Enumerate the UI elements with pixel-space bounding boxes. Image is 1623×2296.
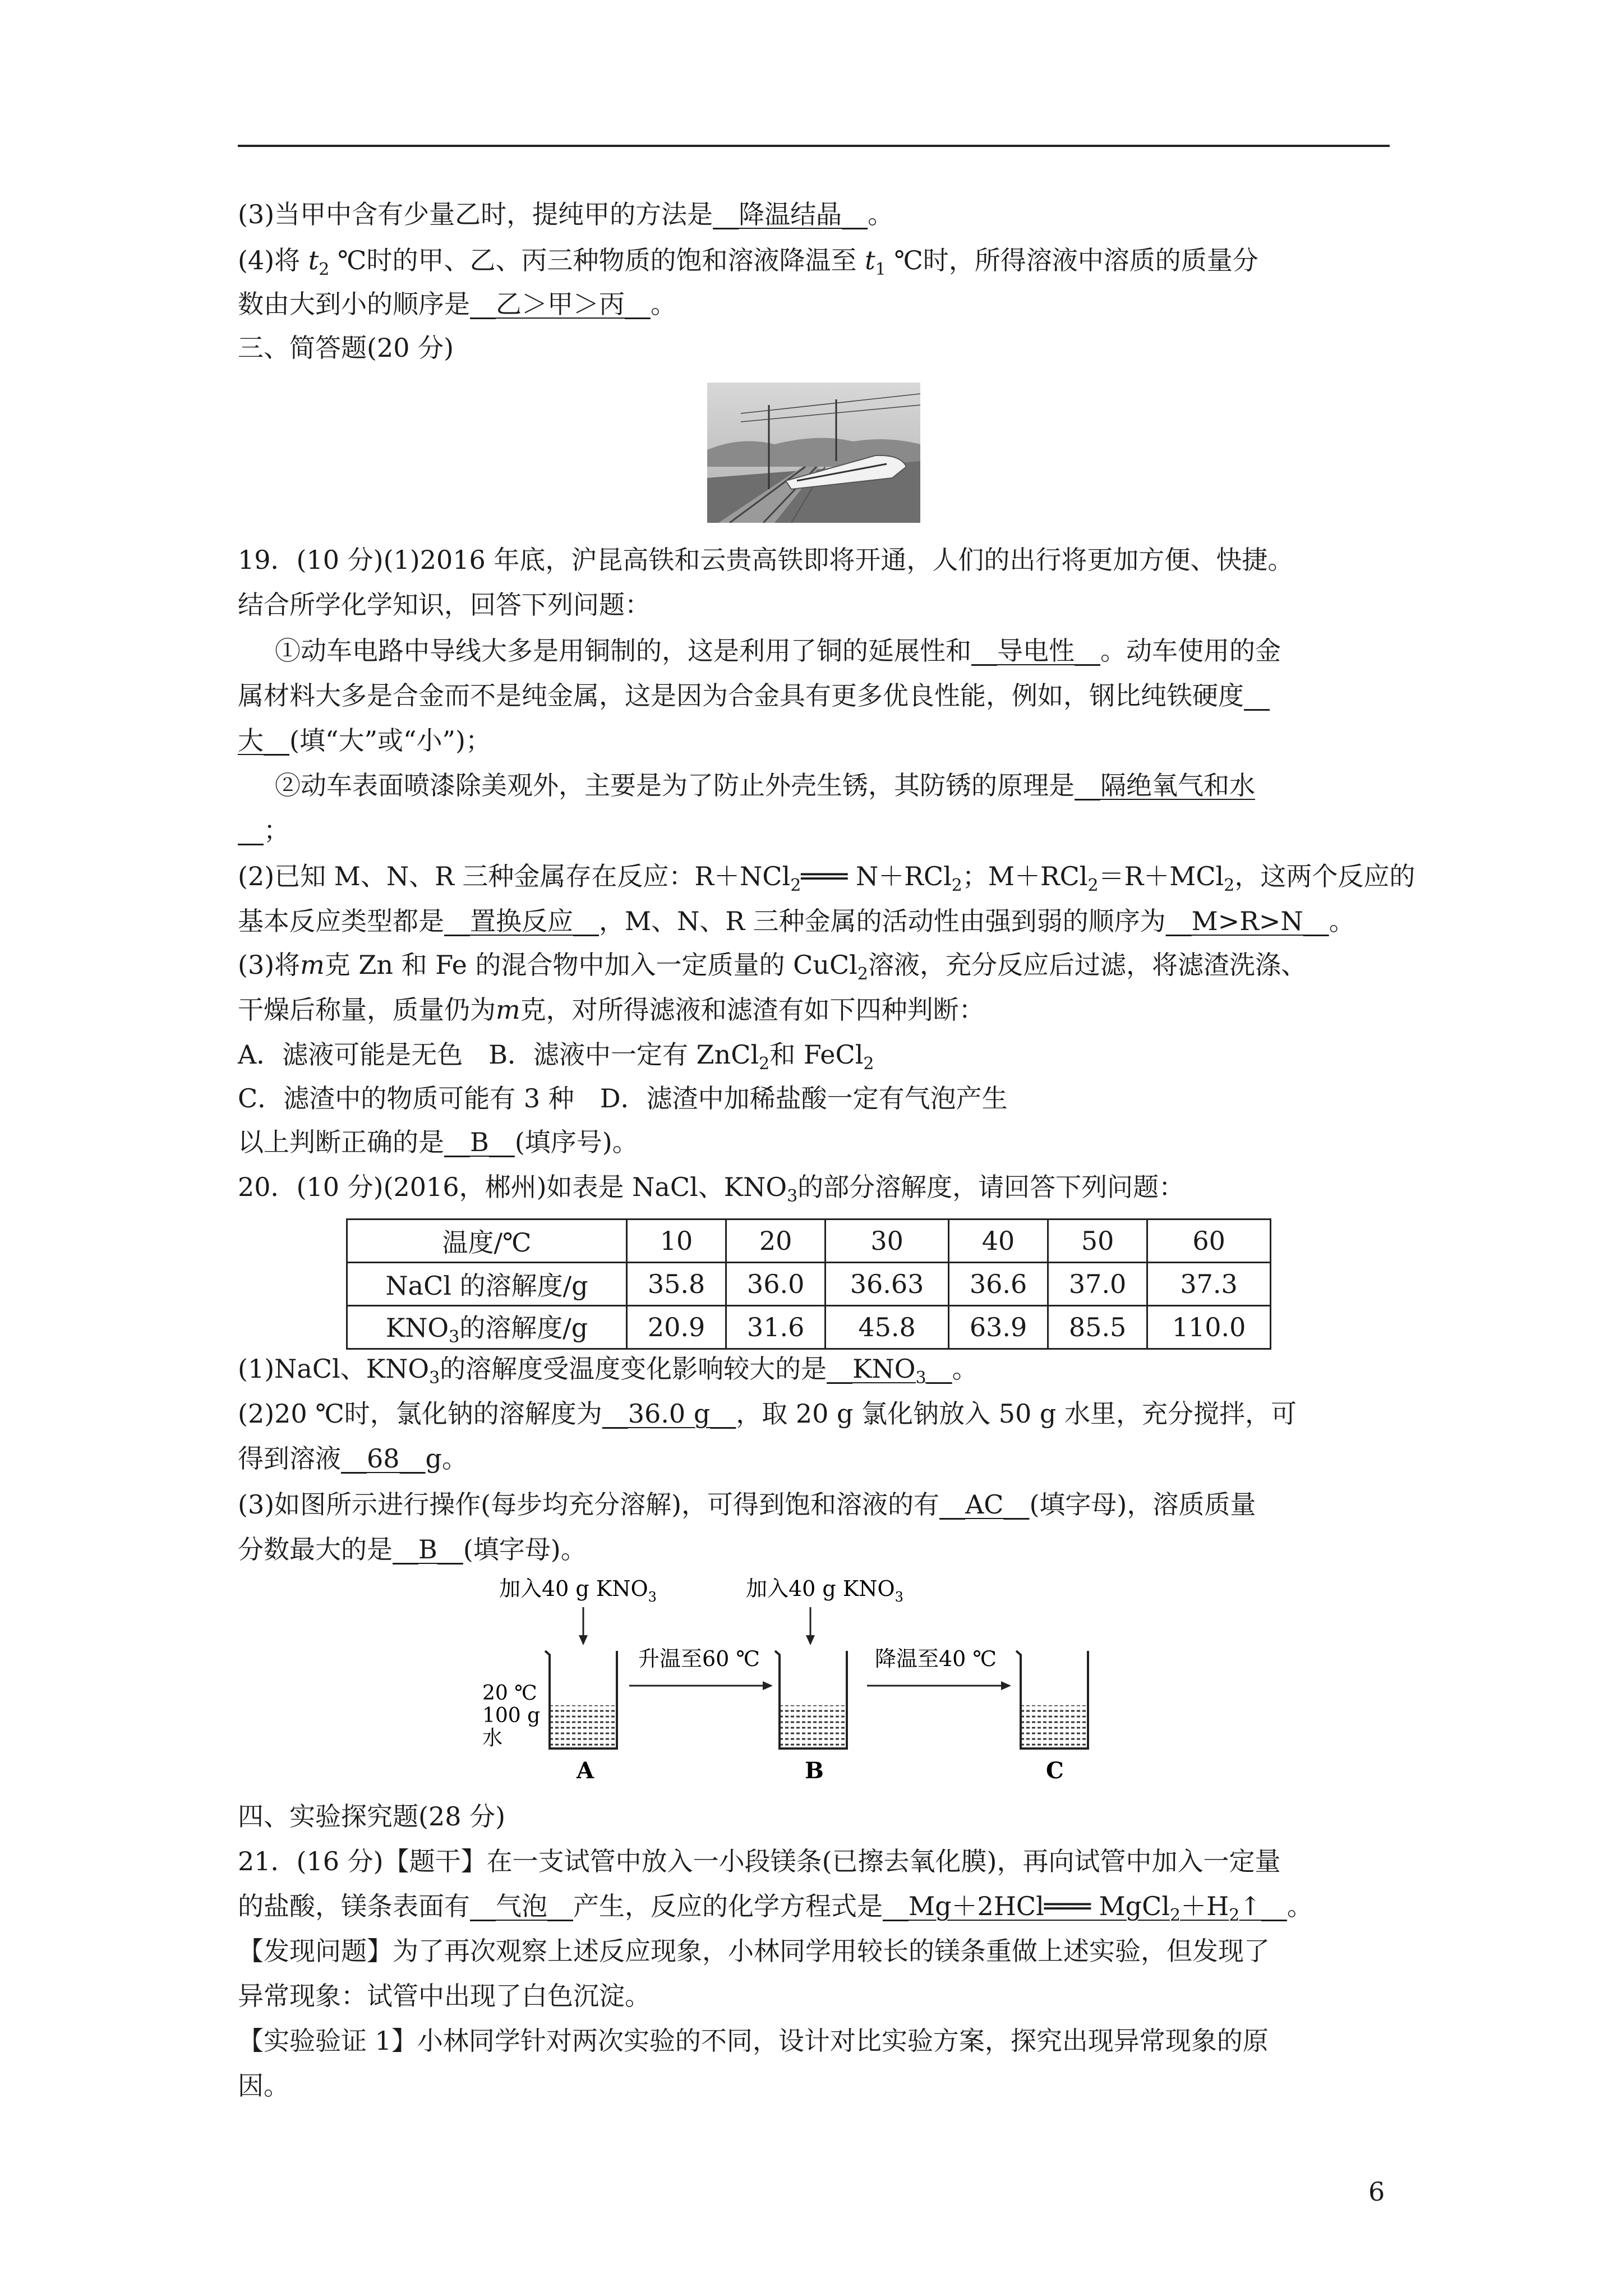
beaker-label-b: B xyxy=(805,1757,824,1781)
text: 。 xyxy=(651,289,676,319)
sub: 2 xyxy=(319,260,330,279)
q20-part3 xyxy=(238,1488,1256,1521)
text: ＝R＋MCl xyxy=(1098,861,1224,891)
answer-blank: __置换反应__ xyxy=(444,906,599,936)
q21-line2 xyxy=(238,1889,1313,1932)
sub: 2 xyxy=(1087,876,1099,895)
text: ； xyxy=(264,815,289,845)
kno3-beaker-diagram xyxy=(482,1557,1155,1781)
text: (2)20 ℃时，氯化钠的溶解度为 xyxy=(238,1398,602,1429)
add-kno3-label-1: 加入40 g $KNO_3$ xyxy=(499,1576,657,1605)
text: 克 Zn 和 Fe 的混合物中加入一定质量的 CuCl xyxy=(324,950,857,980)
table-cell: 10 xyxy=(627,1220,726,1263)
q21-line5: 【实验验证 1】小林同学针对两次实验的不同，设计对比实验方案，探究出现异常现象的原 xyxy=(238,2026,1269,2056)
text: (填“大”或“小”)； xyxy=(289,725,491,756)
condition-temp: 20 ℃ xyxy=(482,1682,537,1705)
table-cell: 36.6 xyxy=(948,1263,1048,1306)
text: 。 xyxy=(868,199,894,229)
q20-part2 xyxy=(238,1397,1297,1430)
table-cell: 85.5 xyxy=(1048,1306,1147,1349)
text: 。 xyxy=(1287,1891,1313,1921)
text: ②动车表面喷漆除美观外，主要是为了防止外壳生锈，其防锈的原理是 xyxy=(275,770,1075,800)
step-arrowhead-1 xyxy=(763,1681,773,1690)
var: t xyxy=(865,245,875,275)
add-arrowhead-2 xyxy=(806,1635,815,1645)
text: __KNO xyxy=(827,1354,916,1384)
header-rule xyxy=(238,145,1390,147)
text: (填字母)。 xyxy=(463,1534,587,1565)
step-cool-label: 降温至40 ℃ xyxy=(875,1646,997,1671)
sub: 2 xyxy=(1229,1906,1240,1925)
sub: 2 xyxy=(1170,1906,1181,1925)
table-cell: 35.8 xyxy=(627,1263,726,1306)
text: A．滤液可能是无色 B．滤液中一定有 ZnCl xyxy=(238,1039,759,1070)
step-arrowhead-2 xyxy=(1001,1681,1011,1690)
table-cell: 60 xyxy=(1147,1220,1271,1263)
text: ；M＋RCl xyxy=(962,861,1088,891)
text: (3)将 xyxy=(238,950,301,980)
add-arrowhead-1 xyxy=(579,1635,588,1645)
text: (1)NaCl、KNO xyxy=(238,1354,430,1384)
table-cell: 50 xyxy=(1048,1220,1147,1263)
text: g。 xyxy=(425,1443,468,1474)
q19-line10 xyxy=(238,948,1307,991)
text: 。 xyxy=(1329,906,1355,936)
table-cell: 30 xyxy=(826,1220,949,1263)
q19-line2: 结合所学化学知识，回答下列问题： xyxy=(238,590,651,620)
text: 和 FeCl xyxy=(769,1039,864,1070)
table-row xyxy=(347,1306,1271,1349)
q18-part4 xyxy=(238,243,1258,287)
answer-blank: __隔绝氧气和水 xyxy=(1075,770,1255,800)
text: 的溶解度/g xyxy=(459,1313,588,1343)
table-row xyxy=(347,1263,1271,1306)
q21-line1: 21．(16 分)【题干】在一支试管中放入一小段镁条(已擦去氧化膜)，再向试管中加入一定量 xyxy=(238,1846,1281,1876)
text: ＋H xyxy=(1181,1891,1229,1921)
text: 20．(10 分)(2016，郴州)如表是 NaCl、KNO xyxy=(238,1172,787,1202)
answer-blank: __降温结晶__ xyxy=(713,199,868,229)
table-cell: 63.9 xyxy=(948,1306,1048,1349)
text: ℃时的甲、乙、丙三种物质的饱和溶液降温至 xyxy=(329,245,857,275)
q19-line3 xyxy=(275,634,1281,668)
text: 的部分溶解度，请回答下列问题： xyxy=(797,1172,1185,1202)
condition-mass: 100 g xyxy=(482,1704,541,1727)
var: m xyxy=(496,995,520,1025)
q21-line6: 因。 xyxy=(238,2070,289,2101)
q19-option-cd: C．滤渣中的物质可能有 3 种 D．滤渣中加稀盐酸一定有气泡产生 xyxy=(238,1083,1008,1114)
table-cell: 20.9 xyxy=(627,1306,726,1349)
q19-line1: 19．(10 分)(1)2016 年底，沪昆高铁和云贵高铁即将开通，人们的出行将更加方便、快捷。 xyxy=(238,545,1294,575)
answer-blank: __M>R>N__ xyxy=(1165,906,1329,936)
sub: 3 xyxy=(915,1368,926,1388)
table-cell: 45.8 xyxy=(826,1306,949,1349)
sub: 2 xyxy=(951,876,962,895)
text: 克，对所得滤液和滤渣有如下四种判断： xyxy=(520,995,985,1025)
beaker-label-c: C xyxy=(1046,1757,1064,1781)
sub: 3 xyxy=(449,1327,460,1347)
q19-line7 xyxy=(238,813,289,847)
var: t xyxy=(308,245,319,275)
var: m xyxy=(300,950,325,980)
table-cell: 37.0 xyxy=(1048,1263,1147,1306)
q20-line1 xyxy=(238,1170,1184,1213)
text: 的盐酸，镁条表面有 xyxy=(238,1891,470,1921)
section-title: 四、实验探究题(28 分) xyxy=(238,1801,506,1832)
solubility-table xyxy=(346,1218,1271,1350)
text: KNO xyxy=(385,1313,449,1343)
answer-blank: __B__ xyxy=(444,1127,515,1157)
text: ℃时，所得溶液中溶质的质量分 xyxy=(886,245,1258,275)
text: (2)已知 M、N、R 三种金属存在反应：R＋NCl xyxy=(238,861,791,891)
text: 数由大到小的顺序是 xyxy=(238,289,470,319)
q19-option-ab xyxy=(238,1038,874,1081)
text: __Mg＋2HCl═══ MgCl xyxy=(883,1891,1170,1921)
text: (3)当甲中含有少量乙时，提纯甲的方法是 xyxy=(238,199,713,229)
answer-blank: __36.0 g__ xyxy=(602,1398,736,1429)
text: ，M、N、R 三种金属的活动性由强到弱的顺序为 xyxy=(599,906,1166,936)
q19-line11 xyxy=(238,993,985,1027)
text: 得到溶液 xyxy=(238,1443,341,1474)
step-heat-label: 升温至60 ℃ xyxy=(638,1646,760,1671)
answer-blank: __导电性__ xyxy=(971,636,1100,666)
beaker-b xyxy=(775,1651,847,1749)
table-cell: 37.3 xyxy=(1147,1263,1271,1306)
table-cell: 31.6 xyxy=(726,1306,826,1349)
text: (4)将 xyxy=(238,245,301,275)
q19-line14 xyxy=(238,1125,638,1159)
text: ①动车电路中导线大多是用铜制的，这是利用了铜的延展性和 xyxy=(275,636,971,666)
answer-blank: __B__ xyxy=(393,1534,463,1565)
answer-blank: __68__ xyxy=(341,1443,426,1474)
sub: 2 xyxy=(857,964,868,984)
answer-blank: __ xyxy=(238,815,264,845)
text: 溶液，充分反应后过滤，将滤渣洗涤、 xyxy=(868,950,1307,980)
table-row xyxy=(347,1220,1271,1263)
answer-blank xyxy=(883,1891,1287,1925)
sub: 1 xyxy=(875,260,886,279)
sub: 2 xyxy=(1224,876,1235,895)
text: 分数最大的是 xyxy=(238,1534,393,1565)
table-cell xyxy=(347,1306,627,1349)
q21-line3: 【发现问题】为了再次观察上述反应现象，小林同学用较长的镁条重做上述实验，但发现了 xyxy=(238,1936,1270,1966)
text: ═══ N＋RCl xyxy=(801,861,952,891)
answer-blank: 大__ xyxy=(238,725,289,756)
text: __ xyxy=(926,1354,952,1384)
answer-blank: __乙＞甲＞丙__ xyxy=(470,289,651,319)
sub: 3 xyxy=(787,1186,798,1206)
beaker-a xyxy=(545,1651,617,1749)
table-cell: 36.0 xyxy=(726,1263,826,1306)
answer-blank xyxy=(827,1354,952,1388)
text: 。 xyxy=(952,1354,978,1384)
text: (3)如图所示进行操作(每步均充分溶解)，可得到饱和溶液的有 xyxy=(238,1489,940,1520)
text: 产生，反应的化学方程式是 xyxy=(573,1891,883,1921)
sub: 2 xyxy=(759,1054,770,1074)
q19-line5 xyxy=(238,724,491,757)
condition-water: 水 xyxy=(482,1727,503,1750)
q18-part3 xyxy=(238,197,893,231)
beaker-c xyxy=(1016,1651,1088,1749)
text: 基本反应类型都是 xyxy=(238,906,444,936)
table-cell: 40 xyxy=(948,1220,1048,1263)
answer-blank: __ xyxy=(1244,680,1270,711)
q19-line8 xyxy=(238,859,1415,903)
text: 属材料大多是合金而不是纯金属，这是因为合金具有更多优良性能，例如，钢比纯铁硬度 xyxy=(238,680,1244,711)
text: 干燥后称量，质量仍为 xyxy=(238,995,496,1025)
table-cell: 110.0 xyxy=(1147,1306,1271,1349)
text: ，取 20 g 氯化钠放入 50 g 水里，充分搅拌，可 xyxy=(736,1398,1297,1429)
text: (填序号)。 xyxy=(514,1127,638,1157)
text: (填字母)，溶质质量 xyxy=(1029,1489,1256,1520)
q20-part1 xyxy=(238,1352,978,1395)
answer-blank: __AC__ xyxy=(939,1489,1030,1520)
sub: 3 xyxy=(429,1368,440,1388)
text: ↑__ xyxy=(1239,1891,1287,1921)
high-speed-train-photo xyxy=(707,383,920,523)
q19-line6 xyxy=(275,769,1255,802)
add-kno3-label-2: 加入40 g $KNO_3$ xyxy=(746,1576,903,1605)
beaker-label-a: A xyxy=(577,1757,594,1781)
text: ，这两个反应的 xyxy=(1234,861,1415,891)
q21-line4: 异常现象：试管中出现了白色沉淀。 xyxy=(238,1981,651,2011)
sub: 2 xyxy=(790,876,801,895)
table-cell: 温度/℃ xyxy=(347,1220,627,1263)
table-cell: 20 xyxy=(726,1220,826,1263)
section-title: 三、简答题(20 分) xyxy=(238,333,454,363)
q19-line4 xyxy=(238,679,1270,712)
text: 。动车使用的金 xyxy=(1100,636,1281,666)
q19-line9 xyxy=(238,904,1355,938)
text: 以上判断正确的是 xyxy=(238,1127,444,1157)
sub: 2 xyxy=(863,1054,874,1074)
page-number: 6 xyxy=(1368,2177,1385,2207)
table-cell: 36.63 xyxy=(826,1263,949,1306)
q18-part4-cont xyxy=(238,287,676,321)
q20-part2-cont xyxy=(238,1442,468,1475)
table-cell: NaCl 的溶解度/g xyxy=(347,1263,627,1306)
text: 的溶解度受温度变化影响较大的是 xyxy=(440,1354,827,1384)
answer-blank: __气泡__ xyxy=(470,1891,573,1921)
